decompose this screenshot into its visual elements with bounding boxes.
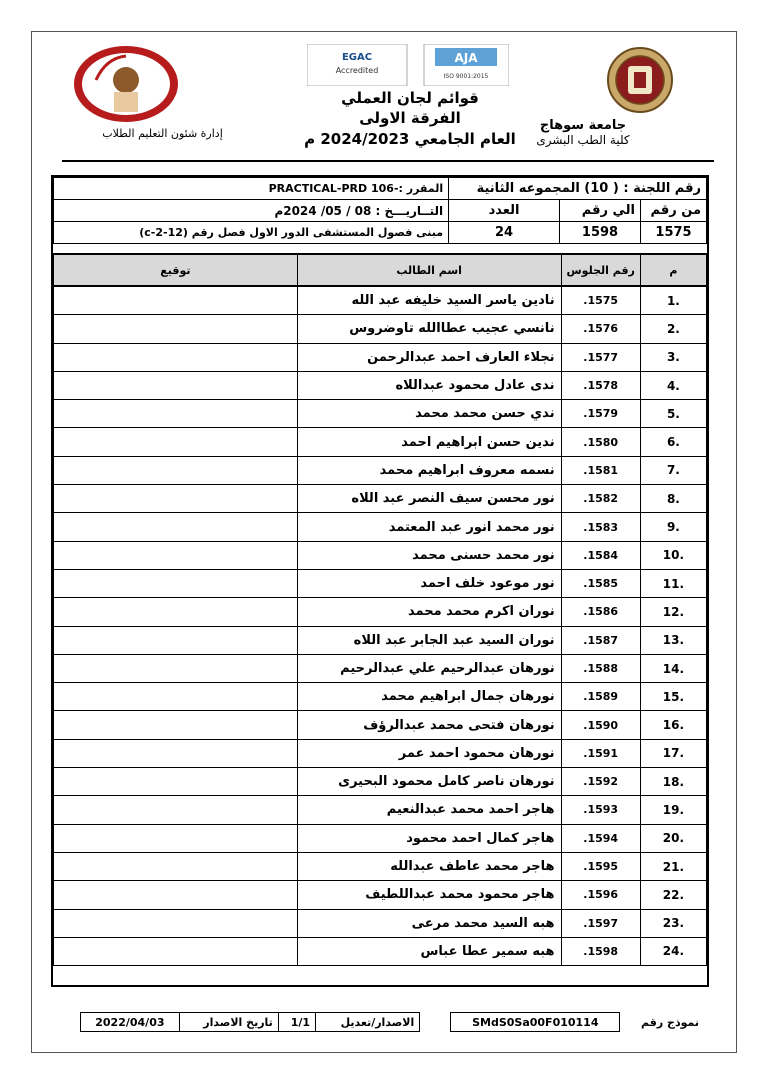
student-name: نادين ياسر السيد خليفه عبد الله <box>297 286 561 315</box>
row-number: .4 <box>640 371 706 399</box>
row-number: .11 <box>640 569 706 597</box>
signature-cell[interactable] <box>54 768 298 796</box>
student-name: نورهان جمال ابراهيم محمد <box>297 683 561 711</box>
student-name: هبه السيد محمد مرعى <box>297 909 561 937</box>
seat-number: 1575. <box>561 286 640 315</box>
row-number: .8 <box>640 485 706 513</box>
form-number-value: SMdS0Sa00F010114 <box>451 1013 620 1032</box>
student-name: نورهان محمود احمد عمر <box>297 739 561 767</box>
row-number: .9 <box>640 513 706 541</box>
signature-cell[interactable] <box>54 315 298 343</box>
signature-cell[interactable] <box>54 400 298 428</box>
count-value: 24 <box>449 222 560 244</box>
seat-number: 1579. <box>561 400 640 428</box>
table-row <box>54 937 707 965</box>
title-line1: قوائم لجان العملي <box>341 89 479 107</box>
seat-number: 1582. <box>561 485 640 513</box>
seat-number: 1586. <box>561 598 640 626</box>
university-name <box>518 118 648 148</box>
col-name-header: اسم الطالب <box>297 254 561 286</box>
seat-number: 1580. <box>561 428 640 456</box>
header-divider <box>62 160 714 162</box>
seat-number: 1587. <box>561 626 640 654</box>
seat-number: 1598. <box>561 937 640 965</box>
row-number: .13 <box>640 626 706 654</box>
signature-cell[interactable] <box>54 428 298 456</box>
to-label: الي رقم <box>560 200 641 222</box>
issue-date-value: 2022/04/03 <box>81 1013 180 1032</box>
signature-cell[interactable] <box>54 286 298 315</box>
form-number-label: نموذج رقم <box>641 1015 699 1029</box>
table-row <box>54 739 707 767</box>
table-row <box>54 400 707 428</box>
student-name: نورهان ناصر كامل محمود البحيرى <box>297 768 561 796</box>
seat-number: 1584. <box>561 541 640 569</box>
row-number: .22 <box>640 881 706 909</box>
accreditation-logos-icon <box>307 44 509 86</box>
version-value: 1/1 <box>278 1013 315 1032</box>
row-number: .23 <box>640 909 706 937</box>
table-row <box>54 881 707 909</box>
university-line1: جامعة سوهاج <box>539 118 627 133</box>
title-line2: الفرقة الاولى <box>359 109 461 127</box>
signature-cell[interactable] <box>54 824 298 852</box>
seat-number: 1596. <box>561 881 640 909</box>
student-name: ندى عادل محمود عبداللاه <box>297 371 561 399</box>
col-signature-header: توقيع <box>54 254 298 286</box>
row-number: .20 <box>640 824 706 852</box>
row-number: .21 <box>640 852 706 880</box>
signature-cell[interactable] <box>54 711 298 739</box>
student-name: هاجر احمد محمد عبدالنعيم <box>297 796 561 824</box>
count-label: العدد <box>449 200 560 222</box>
table-row <box>54 569 707 597</box>
student-name: نجلاء العارف احمد عبدالرحمن <box>297 343 561 371</box>
table-row <box>54 824 707 852</box>
row-number: .17 <box>640 739 706 767</box>
table-row <box>54 428 707 456</box>
row-number: .14 <box>640 654 706 682</box>
svg-text:ISO 9001:2015: ISO 9001:2015 <box>443 73 489 80</box>
student-name: هبه سمير عطا عباس <box>297 937 561 965</box>
seat-number: 1595. <box>561 852 640 880</box>
col-seat-header: رقم الجلوس <box>561 254 640 286</box>
signature-cell[interactable] <box>54 796 298 824</box>
student-name: نور محمد انور عبد المعتمد <box>297 513 561 541</box>
seat-number: 1585. <box>561 569 640 597</box>
seat-number: 1588. <box>561 654 640 682</box>
signature-cell[interactable] <box>54 541 298 569</box>
signature-cell[interactable] <box>54 626 298 654</box>
seat-number: 1589. <box>561 683 640 711</box>
seat-number: 1581. <box>561 456 640 484</box>
from-label: من رقم <box>641 200 707 222</box>
exam-date: التــاريـــخ : 08 / 05/ 2024م <box>54 200 449 222</box>
signature-cell[interactable] <box>54 683 298 711</box>
student-name: نوران السيد عبد الجابر عبد اللاه <box>297 626 561 654</box>
signature-cell[interactable] <box>54 937 298 965</box>
committee-info-table <box>53 177 707 244</box>
row-number: .18 <box>640 768 706 796</box>
student-name: هاجر كمال احمد محمود <box>297 824 561 852</box>
student-name: هاجر محمود محمد عبداللطيف <box>297 881 561 909</box>
version-label: الاصدار/تعديل <box>316 1013 420 1032</box>
seat-number: 1594. <box>561 824 640 852</box>
from-value: 1575 <box>641 222 707 244</box>
department-label: إدارة شئون التعليم الطلاب <box>102 127 223 140</box>
table-row <box>54 654 707 682</box>
form-footer <box>80 1012 704 1032</box>
seat-number: 1583. <box>561 513 640 541</box>
table-row <box>54 485 707 513</box>
svg-text:EGAC: EGAC <box>341 52 373 63</box>
table-row <box>54 456 707 484</box>
row-number: .24 <box>640 937 706 965</box>
exam-location: مبنى فصول المستشفى الدور الاول فصل رقم (12-2-c) <box>54 222 449 244</box>
signature-cell[interactable] <box>54 739 298 767</box>
signature-cell[interactable] <box>54 343 298 371</box>
student-name: نسمه معروف ابراهيم محمد <box>297 456 561 484</box>
seat-number: 1577. <box>561 343 640 371</box>
row-number: .3 <box>640 343 706 371</box>
seat-number: 1591. <box>561 739 640 767</box>
row-number: .6 <box>640 428 706 456</box>
student-name: ندين حسن ابراهيم احمد <box>297 428 561 456</box>
row-number: .12 <box>640 598 706 626</box>
table-row <box>54 683 707 711</box>
signature-cell[interactable] <box>54 569 298 597</box>
row-number: .5 <box>640 400 706 428</box>
signature-cell[interactable] <box>54 513 298 541</box>
signature-cell[interactable] <box>54 456 298 484</box>
document-title <box>300 88 520 150</box>
table-row <box>54 598 707 626</box>
row-number: .16 <box>640 711 706 739</box>
student-name: نانسي عجيب عطاالله تاوضروس <box>297 315 561 343</box>
seat-number: 1590. <box>561 711 640 739</box>
table-row <box>54 371 707 399</box>
row-number: .10 <box>640 541 706 569</box>
table-row <box>54 513 707 541</box>
table-row <box>54 711 707 739</box>
signature-cell[interactable] <box>54 371 298 399</box>
university-line2: كلية الطب البشرى <box>536 133 630 147</box>
university-logo-icon <box>606 46 674 114</box>
table-header-row <box>54 254 707 286</box>
table-row <box>54 852 707 880</box>
row-number: .7 <box>640 456 706 484</box>
table-row <box>54 315 707 343</box>
signature-cell[interactable] <box>54 852 298 880</box>
student-name: نور محسن سيف النصر عبد اللاه <box>297 485 561 513</box>
seat-number: 1592. <box>561 768 640 796</box>
student-name: نوران اكرم محمد محمد <box>297 598 561 626</box>
seat-number: 1593. <box>561 796 640 824</box>
student-name: ندي حسن محمد محمد <box>297 400 561 428</box>
row-number: .1 <box>640 286 706 315</box>
student-name: نورهان عبدالرحيم علي عبدالرحيم <box>297 654 561 682</box>
student-name: نورهان فتحى محمد عبدالرؤف <box>297 711 561 739</box>
committee-label: رقم اللجنة : ( 10) المجموعه الثانية <box>449 178 707 200</box>
table-row <box>54 768 707 796</box>
signature-cell[interactable] <box>54 909 298 937</box>
students-table <box>53 253 707 966</box>
to-value: 1598 <box>560 222 641 244</box>
page-header <box>0 0 768 170</box>
issue-date-label: تاريخ الاصدار <box>179 1013 278 1032</box>
row-number: .2 <box>640 315 706 343</box>
title-line3: العام الجامعي 2024/2023 م <box>304 130 516 148</box>
signature-cell[interactable] <box>54 881 298 909</box>
faculty-logo-icon <box>70 42 182 124</box>
svg-text:AJA: AJA <box>454 51 478 65</box>
student-name: نور موعود خلف احمد <box>297 569 561 597</box>
seat-number: 1597. <box>561 909 640 937</box>
table-row <box>54 626 707 654</box>
seat-number: 1576. <box>561 315 640 343</box>
table-row <box>54 796 707 824</box>
student-name: هاجر محمد عاطف عبدالله <box>297 852 561 880</box>
signature-cell[interactable] <box>54 598 298 626</box>
signature-cell[interactable] <box>54 485 298 513</box>
signature-cell[interactable] <box>54 654 298 682</box>
table-row <box>54 909 707 937</box>
svg-text:Accredited: Accredited <box>335 66 379 75</box>
row-number: .15 <box>640 683 706 711</box>
student-name: نور محمد حسنى محمد <box>297 541 561 569</box>
table-row <box>54 541 707 569</box>
table-row <box>54 286 707 315</box>
table-row <box>54 343 707 371</box>
col-num-header: م <box>640 254 706 286</box>
row-number: .19 <box>640 796 706 824</box>
seat-number: 1578. <box>561 371 640 399</box>
course-label: المقرر :-PRACTICAL-PRD 106 <box>54 178 449 200</box>
